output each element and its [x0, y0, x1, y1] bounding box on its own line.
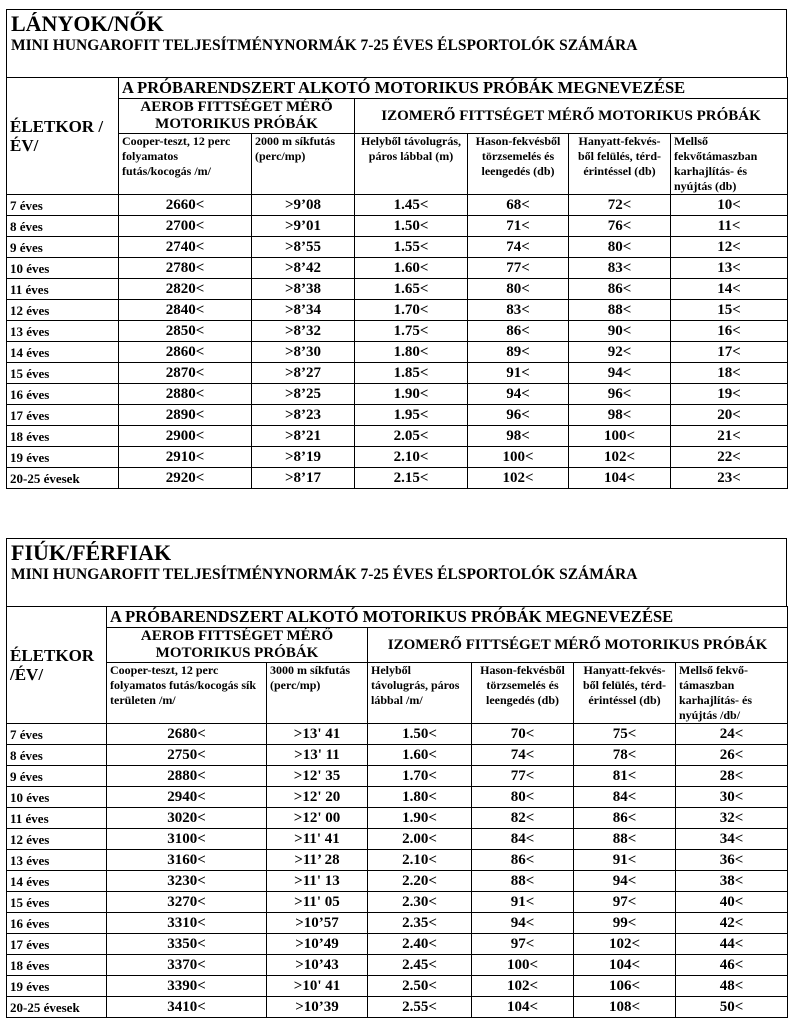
value-cell-situp: 100<: [569, 426, 671, 447]
table-row: [7, 195, 788, 216]
age-cell: 8 éves: [7, 745, 107, 766]
age-cell: 20-25 évesek: [7, 997, 107, 1018]
value-cell-cooper: 2860<: [119, 342, 252, 363]
age-cell: 11 éves: [7, 808, 107, 829]
table-row: [7, 745, 788, 766]
value-cell-jump: 2.10<: [355, 447, 468, 468]
age-cell: 15 éves: [7, 363, 119, 384]
value-cell-run: >9’01: [252, 216, 355, 237]
age-cell: 19 éves: [7, 447, 119, 468]
value-cell-run: >12' 35: [267, 766, 368, 787]
age-cell: 7 éves: [7, 195, 119, 216]
value-cell-back-raise: 80<: [468, 279, 569, 300]
value-cell-jump: 2.05<: [355, 426, 468, 447]
age-cell: 20-25 évesek: [7, 468, 119, 489]
value-cell-back-raise: 100<: [468, 447, 569, 468]
value-cell-jump: 1.70<: [368, 766, 472, 787]
value-cell-run: >8’21: [252, 426, 355, 447]
value-cell-jump: 2.15<: [355, 468, 468, 489]
table-row: [7, 976, 788, 997]
value-cell-run: >10’57: [267, 913, 368, 934]
age-cell: 12 éves: [7, 300, 119, 321]
value-cell-pushup: 13<: [671, 258, 788, 279]
value-cell-situp: 108<: [574, 997, 676, 1018]
value-cell-pushup: 22<: [671, 447, 788, 468]
value-cell-run: >8’32: [252, 321, 355, 342]
value-cell-situp: 86<: [574, 808, 676, 829]
value-cell-situp: 106<: [574, 976, 676, 997]
value-cell-situp: 84<: [574, 787, 676, 808]
column-header-situp: Hanyatt-fekvés-ből felülés, térd-érintéssel (db): [569, 134, 671, 195]
value-cell-situp: 94<: [569, 363, 671, 384]
age-cell: 10 éves: [7, 787, 107, 808]
value-cell-pushup: 14<: [671, 279, 788, 300]
value-cell-situp: 78<: [574, 745, 676, 766]
main-header: A PRÓBARENDSZERT ALKOTÓ MOTORIKUS PRÓBÁK MEGNEVEZÉSE: [107, 607, 788, 628]
table-row: [7, 724, 788, 745]
value-cell-run: >11' 41: [267, 829, 368, 850]
value-cell-back-raise: 70<: [472, 724, 574, 745]
value-cell-jump: 1.75<: [355, 321, 468, 342]
age-header: ÉLETKOR /ÉV/: [7, 78, 119, 195]
value-cell-cooper: 3020<: [107, 808, 267, 829]
value-cell-situp: 88<: [574, 829, 676, 850]
value-cell-jump: 2.40<: [368, 934, 472, 955]
value-cell-run: >8’34: [252, 300, 355, 321]
table-title: FIÚK/FÉRFIAK: [11, 540, 172, 565]
value-cell-jump: 2.55<: [368, 997, 472, 1018]
value-cell-jump: 2.45<: [368, 955, 472, 976]
value-cell-run: >10’39: [267, 997, 368, 1018]
main-header: A PRÓBARENDSZERT ALKOTÓ MOTORIKUS PRÓBÁK MEGNEVEZÉSE: [119, 78, 788, 99]
value-cell-situp: 104<: [574, 955, 676, 976]
value-cell-jump: 1.65<: [355, 279, 468, 300]
value-cell-situp: 72<: [569, 195, 671, 216]
age-cell: 9 éves: [7, 766, 107, 787]
value-cell-run: >11' 05: [267, 892, 368, 913]
table-subtitle: MINI HUNGAROFIT TELJESÍTMÉNYNORMÁK 7-25 ÉVES ÉLSPORTOLÓK SZÁMÁRA: [11, 566, 638, 583]
age-cell: 9 éves: [7, 237, 119, 258]
value-cell-cooper: 2900<: [119, 426, 252, 447]
age-cell: 16 éves: [7, 913, 107, 934]
value-cell-run: >8’42: [252, 258, 355, 279]
table-row: [7, 405, 788, 426]
value-cell-cooper: 2910<: [119, 447, 252, 468]
value-cell-back-raise: 77<: [472, 766, 574, 787]
value-cell-jump: 1.60<: [368, 745, 472, 766]
value-cell-jump: 2.50<: [368, 976, 472, 997]
value-cell-run: >8’25: [252, 384, 355, 405]
value-cell-cooper: 3310<: [107, 913, 267, 934]
value-cell-back-raise: 83<: [468, 300, 569, 321]
column-header-pushup: Mellső fekvőtámaszban karhajlítás- és nyújtás (db): [671, 134, 788, 195]
value-cell-cooper: 2660<: [119, 195, 252, 216]
norm-table: [6, 606, 788, 1018]
value-cell-pushup: 36<: [676, 850, 788, 871]
table-row: [7, 808, 788, 829]
value-cell-pushup: 26<: [676, 745, 788, 766]
value-cell-back-raise: 94<: [468, 384, 569, 405]
value-cell-back-raise: 96<: [468, 405, 569, 426]
age-cell: 10 éves: [7, 258, 119, 279]
value-cell-pushup: 40<: [676, 892, 788, 913]
column-header-jump: Helyből távolugrás, páros lábbal /m/: [368, 663, 472, 724]
value-cell-back-raise: 104<: [472, 997, 574, 1018]
value-cell-situp: 92<: [569, 342, 671, 363]
table-row: [7, 850, 788, 871]
title-box: [6, 538, 787, 606]
value-cell-cooper: 2850<: [119, 321, 252, 342]
age-cell: 15 éves: [7, 892, 107, 913]
column-header-back-raise: Hason-fekvésből törzsemelés és leengedés (db): [472, 663, 574, 724]
value-cell-run: >9’08: [252, 195, 355, 216]
value-cell-run: >8’30: [252, 342, 355, 363]
value-cell-pushup: 44<: [676, 934, 788, 955]
value-cell-pushup: 12<: [671, 237, 788, 258]
value-cell-run: >13' 11: [267, 745, 368, 766]
value-cell-pushup: 18<: [671, 363, 788, 384]
value-cell-jump: 1.55<: [355, 237, 468, 258]
value-cell-situp: 86<: [569, 279, 671, 300]
value-cell-pushup: 19<: [671, 384, 788, 405]
value-cell-run: >13' 41: [267, 724, 368, 745]
value-cell-back-raise: 97<: [472, 934, 574, 955]
value-cell-jump: 2.00<: [368, 829, 472, 850]
table-row: [7, 871, 788, 892]
value-cell-cooper: 2700<: [119, 216, 252, 237]
group-header-aerob: AEROB FITTSÉGET MÉRŐ MOTORIKUS PRÓBÁK: [119, 99, 355, 134]
value-cell-back-raise: 86<: [472, 850, 574, 871]
value-cell-situp: 104<: [569, 468, 671, 489]
table-row: [7, 300, 788, 321]
column-header-run: 2000 m síkfutás (perc/mp): [252, 134, 355, 195]
value-cell-situp: 96<: [569, 384, 671, 405]
table-row: [7, 829, 788, 850]
value-cell-back-raise: 91<: [468, 363, 569, 384]
age-cell: 19 éves: [7, 976, 107, 997]
table-row: [7, 342, 788, 363]
value-cell-situp: 102<: [569, 447, 671, 468]
column-header-pushup: Mellső fekvő-támaszban karhajlítás- és nyújtás /db/: [676, 663, 788, 724]
value-cell-pushup: 38<: [676, 871, 788, 892]
value-cell-run: >8’19: [252, 447, 355, 468]
value-cell-cooper: 2740<: [119, 237, 252, 258]
age-cell: 13 éves: [7, 850, 107, 871]
table-row: [7, 384, 788, 405]
table-row: [7, 913, 788, 934]
value-cell-run: >11' 13: [267, 871, 368, 892]
value-cell-jump: 2.30<: [368, 892, 472, 913]
value-cell-back-raise: 77<: [468, 258, 569, 279]
value-cell-back-raise: 82<: [472, 808, 574, 829]
value-cell-pushup: 16<: [671, 321, 788, 342]
table-row: [7, 934, 788, 955]
value-cell-cooper: 2750<: [107, 745, 267, 766]
value-cell-cooper: 2940<: [107, 787, 267, 808]
value-cell-back-raise: 68<: [468, 195, 569, 216]
value-cell-pushup: 21<: [671, 426, 788, 447]
value-cell-pushup: 28<: [676, 766, 788, 787]
value-cell-run: >10' 41: [267, 976, 368, 997]
value-cell-cooper: 2840<: [119, 300, 252, 321]
value-cell-back-raise: 74<: [468, 237, 569, 258]
table-subtitle: MINI HUNGAROFIT TELJESÍTMÉNYNORMÁK 7-25 ÉVES ÉLSPORTOLÓK SZÁMÁRA: [11, 37, 638, 54]
table-row: [7, 363, 788, 384]
table-body: [7, 195, 788, 489]
table-row: [7, 426, 788, 447]
norm-table-boys: [6, 538, 787, 1018]
age-cell: 7 éves: [7, 724, 107, 745]
value-cell-situp: 81<: [574, 766, 676, 787]
table-row: [7, 787, 788, 808]
age-cell: 11 éves: [7, 279, 119, 300]
value-cell-situp: 91<: [574, 850, 676, 871]
age-cell: 17 éves: [7, 934, 107, 955]
value-cell-back-raise: 71<: [468, 216, 569, 237]
value-cell-cooper: 3350<: [107, 934, 267, 955]
value-cell-run: >12' 20: [267, 787, 368, 808]
value-cell-pushup: 30<: [676, 787, 788, 808]
table-title: LÁNYOK/NŐK: [11, 11, 164, 36]
value-cell-cooper: 3370<: [107, 955, 267, 976]
table-row: [7, 892, 788, 913]
value-cell-run: >10’49: [267, 934, 368, 955]
value-cell-jump: 2.35<: [368, 913, 472, 934]
value-cell-situp: 102<: [574, 934, 676, 955]
value-cell-cooper: 2880<: [107, 766, 267, 787]
age-cell: 8 éves: [7, 216, 119, 237]
value-cell-cooper: 2680<: [107, 724, 267, 745]
group-header-aerob: AEROB FITTSÉGET MÉRŐ MOTORIKUS PRÓBÁK: [107, 628, 368, 663]
table-body: [7, 724, 788, 1018]
value-cell-pushup: 23<: [671, 468, 788, 489]
column-header-situp: Hanyatt-fekvés-ből felülés, térd-érintéssel (db): [574, 663, 676, 724]
value-cell-back-raise: 102<: [472, 976, 574, 997]
column-header-cooper: Cooper-teszt, 12 perc folyamatos futás/kocogás /m/: [119, 134, 252, 195]
value-cell-cooper: 3160<: [107, 850, 267, 871]
value-cell-back-raise: 102<: [468, 468, 569, 489]
value-cell-situp: 76<: [569, 216, 671, 237]
column-header-cooper: Cooper-teszt, 12 perc folyamatos futás/kocogás sík területen /m/: [107, 663, 267, 724]
age-cell: 16 éves: [7, 384, 119, 405]
table-row: [7, 216, 788, 237]
group-header-izom: IZOMERŐ FITTSÉGET MÉRŐ MOTORIKUS PRÓBÁK: [368, 628, 788, 663]
value-cell-run: >12' 00: [267, 808, 368, 829]
value-cell-cooper: 3390<: [107, 976, 267, 997]
value-cell-cooper: 3410<: [107, 997, 267, 1018]
value-cell-situp: 80<: [569, 237, 671, 258]
value-cell-cooper: 2890<: [119, 405, 252, 426]
value-cell-back-raise: 86<: [468, 321, 569, 342]
value-cell-cooper: 3270<: [107, 892, 267, 913]
value-cell-back-raise: 91<: [472, 892, 574, 913]
title-box: [6, 9, 787, 77]
norm-table-girls: [6, 9, 787, 489]
value-cell-cooper: 3230<: [107, 871, 267, 892]
value-cell-cooper: 2870<: [119, 363, 252, 384]
value-cell-back-raise: 94<: [472, 913, 574, 934]
value-cell-situp: 99<: [574, 913, 676, 934]
table-row: [7, 766, 788, 787]
value-cell-back-raise: 84<: [472, 829, 574, 850]
value-cell-jump: 1.85<: [355, 363, 468, 384]
value-cell-pushup: 32<: [676, 808, 788, 829]
value-cell-run: >8’38: [252, 279, 355, 300]
value-cell-pushup: 11<: [671, 216, 788, 237]
value-cell-run: >11’ 28: [267, 850, 368, 871]
value-cell-cooper: 2780<: [119, 258, 252, 279]
value-cell-back-raise: 98<: [468, 426, 569, 447]
value-cell-run: >8’55: [252, 237, 355, 258]
value-cell-pushup: 46<: [676, 955, 788, 976]
value-cell-jump: 1.45<: [355, 195, 468, 216]
table-row: [7, 279, 788, 300]
value-cell-pushup: 15<: [671, 300, 788, 321]
norm-table: [6, 77, 788, 489]
value-cell-back-raise: 80<: [472, 787, 574, 808]
value-cell-run: >10’43: [267, 955, 368, 976]
table-row: [7, 997, 788, 1018]
value-cell-jump: 1.90<: [368, 808, 472, 829]
age-cell: 13 éves: [7, 321, 119, 342]
value-cell-jump: 1.95<: [355, 405, 468, 426]
value-cell-run: >8’27: [252, 363, 355, 384]
value-cell-pushup: 48<: [676, 976, 788, 997]
value-cell-pushup: 34<: [676, 829, 788, 850]
age-cell: 12 éves: [7, 829, 107, 850]
age-cell: 18 éves: [7, 426, 119, 447]
value-cell-situp: 97<: [574, 892, 676, 913]
value-cell-pushup: 24<: [676, 724, 788, 745]
value-cell-jump: 1.80<: [355, 342, 468, 363]
value-cell-pushup: 10<: [671, 195, 788, 216]
value-cell-jump: 1.60<: [355, 258, 468, 279]
value-cell-situp: 75<: [574, 724, 676, 745]
value-cell-situp: 98<: [569, 405, 671, 426]
table-row: [7, 468, 788, 489]
value-cell-situp: 83<: [569, 258, 671, 279]
value-cell-back-raise: 88<: [472, 871, 574, 892]
value-cell-pushup: 50<: [676, 997, 788, 1018]
value-cell-jump: 1.70<: [355, 300, 468, 321]
value-cell-back-raise: 100<: [472, 955, 574, 976]
column-header-jump: Helyből távolugrás, páros lábbal (m): [355, 134, 468, 195]
age-cell: 14 éves: [7, 342, 119, 363]
column-header-run: 3000 m síkfutás (perc/mp): [267, 663, 368, 724]
value-cell-jump: 1.90<: [355, 384, 468, 405]
value-cell-run: >8’17: [252, 468, 355, 489]
age-header: ÉLETKOR /ÉV/: [7, 607, 107, 724]
value-cell-cooper: 2920<: [119, 468, 252, 489]
value-cell-jump: 1.50<: [355, 216, 468, 237]
table-row: [7, 447, 788, 468]
value-cell-jump: 2.10<: [368, 850, 472, 871]
value-cell-jump: 1.80<: [368, 787, 472, 808]
age-cell: 17 éves: [7, 405, 119, 426]
value-cell-run: >8’23: [252, 405, 355, 426]
value-cell-pushup: 17<: [671, 342, 788, 363]
age-cell: 18 éves: [7, 955, 107, 976]
age-cell: 14 éves: [7, 871, 107, 892]
table-row: [7, 955, 788, 976]
table-row: [7, 237, 788, 258]
value-cell-back-raise: 74<: [472, 745, 574, 766]
table-row: [7, 321, 788, 342]
column-header-back-raise: Hason-fekvésből törzsemelés és leengedés (db): [468, 134, 569, 195]
value-cell-situp: 94<: [574, 871, 676, 892]
group-header-izom: IZOMERŐ FITTSÉGET MÉRŐ MOTORIKUS PRÓBÁK: [355, 99, 788, 134]
value-cell-situp: 90<: [569, 321, 671, 342]
value-cell-cooper: 2820<: [119, 279, 252, 300]
value-cell-jump: 2.20<: [368, 871, 472, 892]
value-cell-cooper: 3100<: [107, 829, 267, 850]
value-cell-jump: 1.50<: [368, 724, 472, 745]
value-cell-back-raise: 89<: [468, 342, 569, 363]
value-cell-pushup: 20<: [671, 405, 788, 426]
table-row: [7, 258, 788, 279]
value-cell-pushup: 42<: [676, 913, 788, 934]
value-cell-situp: 88<: [569, 300, 671, 321]
value-cell-cooper: 2880<: [119, 384, 252, 405]
